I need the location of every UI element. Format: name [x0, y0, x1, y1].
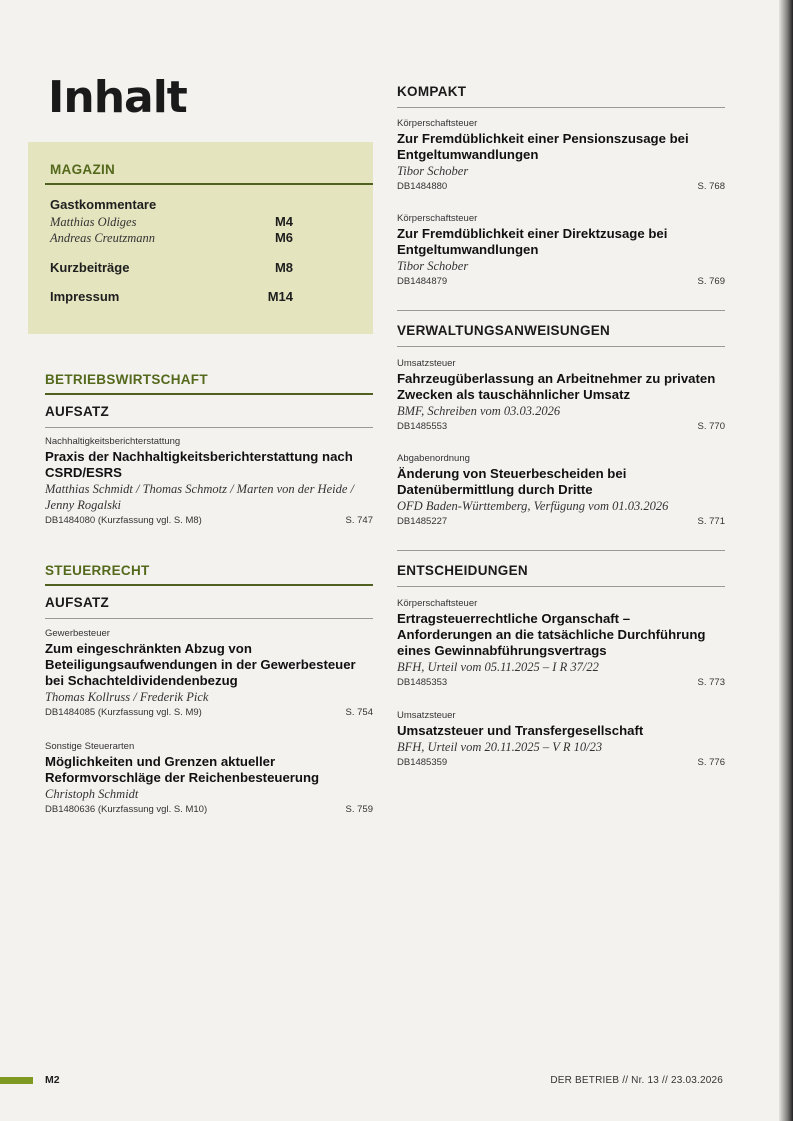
magazin-item-label[interactable]: Gastkommentare — [50, 197, 157, 212]
magazin-item-author: Andreas Creutzmann — [50, 231, 155, 245]
verwaltungsanweisungen-heading: VERWALTUNGSANWEISUNGEN — [397, 323, 611, 338]
toc-entry[interactable] — [397, 598, 725, 688]
steuerrecht-subheading: AUFSATZ — [45, 595, 110, 610]
entry-ref: DB1484085 (Kurzfassung vgl. S. M9) — [45, 707, 202, 718]
footer-accent-bar — [0, 1077, 33, 1084]
entry-authors: BFH, Urteil vom 20.11.2025 – V R 10/23 — [397, 740, 603, 754]
magazin-item[interactable] — [50, 260, 293, 275]
entry-category: Körperschaftsteuer — [397, 598, 478, 609]
entry-authors: Matthias Schmidt / Thomas Schmotz / Marten von der Heide / Jenny Rogalski — [45, 482, 354, 512]
magazin-item-label: Kurzbeiträge — [50, 260, 130, 275]
entry-ref: DB1484880 — [397, 181, 448, 192]
entry-title: Zur Fremdüblichkeit einer Direktzusage bei Entgeltumwandlungen — [397, 226, 668, 257]
entry-title: Änderung von Steuerbescheiden bei Datenübermittlung durch Dritte — [397, 466, 627, 497]
betriebswirtschaft-subheading: AUFSATZ — [45, 404, 110, 419]
entry-ref-row — [397, 757, 725, 768]
divider — [397, 586, 725, 587]
toc-entry[interactable] — [45, 741, 373, 815]
entry-ref-row — [45, 707, 373, 718]
betriebswirtschaft-heading: BETRIEBSWIRTSCHAFT — [45, 372, 373, 395]
entry-ref-row — [397, 421, 725, 432]
entry-category: Umsatzsteuer — [397, 710, 456, 721]
entry-authors: Christoph Schmidt — [45, 787, 139, 801]
entry-ref: DB1484879 — [397, 276, 448, 287]
entry-ref-row — [397, 516, 725, 527]
entry-ref: DB1485553 — [397, 421, 448, 432]
magazin-item-page: M14 — [267, 289, 293, 304]
divider — [45, 618, 373, 619]
entry-authors: Tibor Schober — [397, 259, 469, 273]
magazin-heading: MAGAZIN — [45, 162, 373, 185]
entry-title: Umsatzsteuer und Transfergesellschaft — [397, 723, 644, 738]
toc-entry[interactable] — [45, 628, 373, 718]
entry-page: S. 747 — [345, 515, 373, 526]
magazin-item[interactable] — [50, 230, 293, 246]
entry-ref: DB1485359 — [397, 757, 448, 768]
entry-ref-row — [45, 804, 373, 815]
entry-page: S. 776 — [697, 757, 725, 768]
entry-ref: DB1484080 (Kurzfassung vgl. S. M8) — [45, 515, 202, 526]
toc-entry[interactable] — [397, 358, 725, 432]
magazin-item-author: Matthias Oldiges — [50, 215, 137, 229]
entry-category: Sonstige Steuerarten — [45, 741, 135, 752]
entscheidungen-heading: ENTSCHEIDUNGEN — [397, 563, 528, 578]
divider — [397, 107, 725, 108]
magazin-section — [45, 162, 373, 304]
verwaltungsanweisungen-section — [397, 310, 725, 347]
kompakt-section — [397, 84, 725, 108]
entry-ref: DB1480636 (Kurzfassung vgl. S. M10) — [45, 804, 208, 815]
magazin-item-page: M6 — [274, 230, 293, 245]
toc-entry[interactable] — [397, 453, 725, 527]
entry-title: Zur Fremdüblichkeit einer Pensionszusage bei Entgeltumwandlungen — [397, 131, 689, 162]
toc-entry[interactable] — [397, 118, 725, 192]
entry-title: Zum eingeschränkten Abzug von Beteiligungsaufwendungen in der Gewerbesteuer bei Schachteldividendenbezug — [45, 641, 356, 688]
magazin-item[interactable] — [50, 289, 293, 304]
entry-page: S. 771 — [697, 516, 725, 527]
entry-title: Fahrzeugüberlassung an Arbeitnehmer zu privaten Zwecken als tauschähnlicher Umsatz — [397, 371, 716, 402]
entry-category: Gewerbesteuer — [45, 628, 110, 639]
entry-category: Körperschaftsteuer — [397, 213, 478, 224]
toc-entry[interactable] — [45, 436, 373, 526]
entry-category: Nachhaltigkeitsberichterstattung — [45, 436, 181, 447]
kompakt-heading: KOMPAKT — [397, 84, 467, 99]
footer-page-number: M2 — [45, 1074, 60, 1086]
entry-authors: BFH, Urteil vom 05.11.2025 – I R 37/22 — [397, 660, 599, 674]
page-title: Inhalt — [48, 72, 187, 123]
toc-entry[interactable] — [397, 710, 725, 768]
divider — [397, 346, 725, 347]
divider — [397, 550, 725, 551]
entry-page: S. 770 — [697, 421, 725, 432]
entry-title: Möglichkeiten und Grenzen aktueller Reformvorschläge der Reichenbesteuerung — [45, 754, 320, 785]
footer-journal-info: DER BETRIEB // Nr. 13 // 23.03.2026 — [550, 1075, 723, 1086]
steuerrecht-section — [45, 563, 373, 619]
entry-category: Körperschaftsteuer — [397, 118, 478, 129]
entry-page: S. 773 — [697, 677, 725, 688]
entry-authors: BMF, Schreiben vom 03.03.2026 — [397, 404, 561, 418]
divider — [397, 310, 725, 311]
magazin-item-page: M4 — [274, 214, 293, 229]
steuerrecht-heading: STEUERRECHT — [45, 563, 373, 586]
magazin-item-page: M8 — [274, 260, 293, 275]
magazin-item-label: Impressum — [50, 289, 120, 304]
entry-ref-row — [397, 677, 725, 688]
page-edge-shadow — [779, 0, 793, 1121]
entry-ref-row — [397, 276, 725, 287]
entry-page: S. 769 — [697, 276, 725, 287]
divider — [45, 427, 373, 428]
toc-entry[interactable] — [397, 213, 725, 287]
entry-category: Umsatzsteuer — [397, 358, 456, 369]
entry-page: S. 759 — [345, 804, 373, 815]
entry-title: Praxis der Nachhaltigkeitsberichterstattung nach CSRD/ESRS — [45, 449, 353, 480]
entscheidungen-section — [397, 550, 725, 587]
entry-authors: Tibor Schober — [397, 164, 469, 178]
entry-ref: DB1485227 — [397, 516, 448, 527]
entry-page: S. 768 — [697, 181, 725, 192]
betriebswirtschaft-section — [45, 372, 373, 428]
entry-page: S. 754 — [345, 707, 373, 718]
entry-authors: Thomas Kollruss / Frederik Pick — [45, 690, 209, 704]
magazin-item[interactable] — [50, 214, 293, 230]
entry-ref-row — [45, 515, 373, 526]
entry-ref-row — [397, 181, 725, 192]
entry-authors: OFD Baden-Württemberg, Verfügung vom 01.03.2026 — [397, 499, 669, 513]
entry-category: Abgabenordnung — [397, 453, 470, 464]
entry-title: Ertragsteuerrechtliche Organschaft – Anforderungen an die tatsächliche Durchführung eines Gewinnabführungsvertrags — [397, 611, 706, 658]
entry-ref: DB1485353 — [397, 677, 448, 688]
